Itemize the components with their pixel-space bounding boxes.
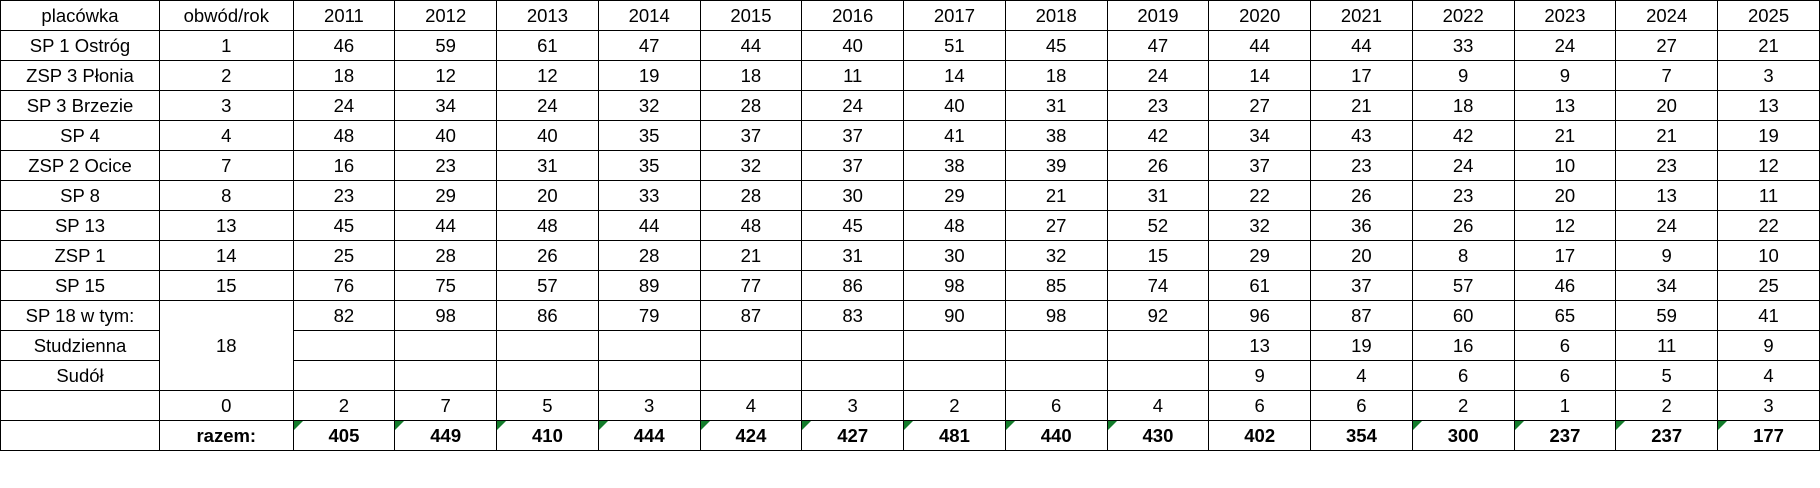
total-cell: [1005, 421, 1107, 451]
cell: 37: [802, 151, 904, 181]
cell: 19: [1311, 331, 1413, 361]
cell: 35: [598, 151, 700, 181]
cell: 41: [1718, 301, 1820, 331]
cell: 61: [497, 31, 599, 61]
cell: 74: [1107, 271, 1209, 301]
cell: 20: [1311, 241, 1413, 271]
cell: 23: [1311, 151, 1413, 181]
total-value: 410: [532, 425, 563, 446]
cell: 6: [1005, 391, 1107, 421]
cell: 23: [1412, 181, 1514, 211]
cell: [598, 331, 700, 361]
cell: 3: [598, 391, 700, 421]
cell: 44: [1311, 31, 1413, 61]
cell: [1107, 361, 1209, 391]
cell: 17: [1311, 61, 1413, 91]
cell: 61: [1209, 271, 1311, 301]
cell: 3: [802, 391, 904, 421]
row-label: ZSP 3 Płonia: [1, 61, 160, 91]
cell: 38: [904, 151, 1006, 181]
row-label: SP 8: [1, 181, 160, 211]
table-row: [1, 121, 1820, 151]
cell: 2: [293, 391, 395, 421]
total-cell: [802, 421, 904, 451]
total-cell: [904, 421, 1006, 451]
cell: 26: [1311, 181, 1413, 211]
cell: 31: [497, 151, 599, 181]
cell: [700, 361, 802, 391]
cell: 9: [1514, 61, 1616, 91]
cell: 21: [1514, 121, 1616, 151]
cell: 59: [1616, 301, 1718, 331]
cell: 40: [802, 31, 904, 61]
cell: 10: [1514, 151, 1616, 181]
cell: 34: [1209, 121, 1311, 151]
cell: 20: [1616, 91, 1718, 121]
cell: 27: [1005, 211, 1107, 241]
cell: 24: [1616, 211, 1718, 241]
cell: 24: [1107, 61, 1209, 91]
table-row: [1, 211, 1820, 241]
cell: 26: [1412, 211, 1514, 241]
table-row: [1, 271, 1820, 301]
row-circuit: 7: [160, 151, 294, 181]
cell: 31: [802, 241, 904, 271]
cell: 45: [293, 211, 395, 241]
cell: 6: [1209, 391, 1311, 421]
cell: 13: [1718, 91, 1820, 121]
cell: 6: [1514, 331, 1616, 361]
header-year-2025: 2025: [1718, 1, 1820, 31]
total-value: 354: [1346, 425, 1377, 446]
cell: 40: [497, 121, 599, 151]
cell: 18: [1005, 61, 1107, 91]
cell: 32: [598, 91, 700, 121]
cell: 7: [395, 391, 497, 421]
header-year-2020: 2020: [1209, 1, 1311, 31]
table-row: [1, 391, 1820, 421]
total-cell: [497, 421, 599, 451]
cell: 82: [293, 301, 395, 331]
cell: 34: [1616, 271, 1718, 301]
total-value: 237: [1651, 425, 1683, 446]
cell: 6: [1514, 361, 1616, 391]
row-circuit: 13: [160, 211, 294, 241]
cell: 41: [904, 121, 1006, 151]
cell: 44: [1209, 31, 1311, 61]
cell: 24: [802, 91, 904, 121]
header-year-2012: 2012: [395, 1, 497, 31]
cell: 31: [1005, 91, 1107, 121]
cell: 98: [904, 271, 1006, 301]
header-year-2021: 2021: [1311, 1, 1413, 31]
row-circuit: 15: [160, 271, 294, 301]
cell: 48: [700, 211, 802, 241]
cell: 9: [1616, 241, 1718, 271]
cell: 12: [395, 61, 497, 91]
header-year-2015: 2015: [700, 1, 802, 31]
cell: 25: [1718, 271, 1820, 301]
cell: 24: [1412, 151, 1514, 181]
cell: [293, 331, 395, 361]
cell: 47: [1107, 31, 1209, 61]
cell: 11: [1718, 181, 1820, 211]
cell: 4: [700, 391, 802, 421]
cell: 44: [598, 211, 700, 241]
cell: 12: [497, 61, 599, 91]
cell: 2: [904, 391, 1006, 421]
comment-flag-icon: [1006, 421, 1015, 430]
cell: 57: [1412, 271, 1514, 301]
cell: [497, 331, 599, 361]
cell: 89: [598, 271, 700, 301]
cell: 83: [802, 301, 904, 331]
cell: 2: [1412, 391, 1514, 421]
cell: [1107, 331, 1209, 361]
header-year-2017: 2017: [904, 1, 1006, 31]
cell: 86: [802, 271, 904, 301]
cell: 31: [1107, 181, 1209, 211]
cell: 28: [395, 241, 497, 271]
cell: 23: [293, 181, 395, 211]
table-row: [1, 61, 1820, 91]
total-value: 405: [328, 425, 360, 446]
cell: 29: [904, 181, 1006, 211]
cell: 38: [1005, 121, 1107, 151]
comment-flag-icon: [497, 421, 506, 430]
cell: 6: [1412, 361, 1514, 391]
total-cell: [1412, 421, 1514, 451]
header-year-2018: 2018: [1005, 1, 1107, 31]
cell: 40: [395, 121, 497, 151]
cell: [395, 331, 497, 361]
cell: 27: [1209, 91, 1311, 121]
cell: 92: [1107, 301, 1209, 331]
cell: 11: [802, 61, 904, 91]
cell: 79: [598, 301, 700, 331]
comment-flag-icon: [294, 421, 303, 430]
cell: 4: [1718, 361, 1820, 391]
row-circuit: 4: [160, 121, 294, 151]
cell: 8: [1412, 241, 1514, 271]
cell: 20: [1514, 181, 1616, 211]
header-year-2024: 2024: [1616, 1, 1718, 31]
cell: 42: [1107, 121, 1209, 151]
header-year-2019: 2019: [1107, 1, 1209, 31]
cell: 35: [598, 121, 700, 151]
cell: 57: [497, 271, 599, 301]
cell: 76: [293, 271, 395, 301]
cell: 13: [1616, 181, 1718, 211]
cell: 51: [904, 31, 1006, 61]
cell: 90: [904, 301, 1006, 331]
row-label: SP 1 Ostróg: [1, 31, 160, 61]
cell: 32: [1209, 211, 1311, 241]
total-value: 430: [1142, 425, 1174, 446]
total-value: 440: [1040, 425, 1072, 446]
cell: 48: [497, 211, 599, 241]
table-header-row: [1, 1, 1820, 31]
total-cell: [1514, 421, 1616, 451]
cell: 7: [1616, 61, 1718, 91]
header-year-2023: 2023: [1514, 1, 1616, 31]
cell: 21: [1005, 181, 1107, 211]
cell: 22: [1718, 211, 1820, 241]
cell: 42: [1412, 121, 1514, 151]
cell: 12: [1514, 211, 1616, 241]
cell: 46: [1514, 271, 1616, 301]
row-label: SP 18 w tym:: [1, 301, 160, 331]
comment-flag-icon: [802, 421, 811, 430]
total-cell: [1209, 421, 1311, 451]
table-row: [1, 241, 1820, 271]
cell: 44: [700, 31, 802, 61]
total-value: 177: [1753, 425, 1784, 446]
total-cell: [1718, 421, 1820, 451]
cell: 1: [1514, 391, 1616, 421]
row-label: Sudół: [1, 361, 160, 391]
table-body: [1, 31, 1820, 451]
cell: 37: [1311, 271, 1413, 301]
cell: 5: [497, 391, 599, 421]
cell: 28: [700, 181, 802, 211]
cell: 9: [1412, 61, 1514, 91]
cell: 16: [293, 151, 395, 181]
table-row: [1, 91, 1820, 121]
comment-flag-icon: [1515, 421, 1524, 430]
cell: 21: [1718, 31, 1820, 61]
cell: 23: [1107, 91, 1209, 121]
row-label: Studzienna: [1, 331, 160, 361]
total-value: 481: [939, 425, 970, 446]
row-circuit: 1: [160, 31, 294, 61]
cell: 26: [1107, 151, 1209, 181]
header-year-2011: 2011: [293, 1, 395, 31]
comment-flag-icon: [599, 421, 608, 430]
comment-flag-icon: [1108, 421, 1117, 430]
row-label: ZSP 2 Ocice: [1, 151, 160, 181]
cell: 19: [598, 61, 700, 91]
comment-flag-icon: [1413, 421, 1422, 430]
cell: 36: [1311, 211, 1413, 241]
comment-flag-icon: [701, 421, 710, 430]
comment-flag-icon: [395, 421, 404, 430]
cell: 48: [293, 121, 395, 151]
cell: 6: [1311, 391, 1413, 421]
cell: 45: [802, 211, 904, 241]
cell: [1005, 361, 1107, 391]
cell: 29: [1209, 241, 1311, 271]
cell: 21: [1311, 91, 1413, 121]
cell: 4: [1107, 391, 1209, 421]
cell: 24: [293, 91, 395, 121]
header-obwod-rok: obwód/rok: [160, 1, 294, 31]
cell: 18: [700, 61, 802, 91]
cell: 21: [700, 241, 802, 271]
cell: [598, 361, 700, 391]
cell: 5: [1616, 361, 1718, 391]
total-value: 424: [735, 425, 767, 446]
cell: 27: [1616, 31, 1718, 61]
cell: [802, 331, 904, 361]
row-label: [1, 391, 160, 421]
cell: 65: [1514, 301, 1616, 331]
cell: 24: [497, 91, 599, 121]
cell: 3: [1718, 61, 1820, 91]
cell: 46: [293, 31, 395, 61]
cell: 40: [904, 91, 1006, 121]
row-circuit: 14: [160, 241, 294, 271]
total-value: 237: [1549, 425, 1581, 446]
cell: 14: [904, 61, 1006, 91]
cell: 98: [1005, 301, 1107, 331]
cell: 37: [802, 121, 904, 151]
cell: 52: [1107, 211, 1209, 241]
total-cell: [700, 421, 802, 451]
cell: 37: [700, 121, 802, 151]
cell: 28: [700, 91, 802, 121]
cell: 44: [395, 211, 497, 241]
cell: 96: [1209, 301, 1311, 331]
comment-flag-icon: [1718, 421, 1727, 430]
cell: 20: [497, 181, 599, 211]
total-cell: [1311, 421, 1413, 451]
comment-flag-icon: [1616, 421, 1625, 430]
total-value: 300: [1447, 425, 1479, 446]
header-year-2016: 2016: [802, 1, 904, 31]
cell: 43: [1311, 121, 1413, 151]
cell: 24: [1514, 31, 1616, 61]
cell: 3: [1718, 391, 1820, 421]
total-cell: [598, 421, 700, 451]
header-year-2022: 2022: [1412, 1, 1514, 31]
cell: 23: [1616, 151, 1718, 181]
cell: 30: [904, 241, 1006, 271]
row-circuit: 0: [160, 391, 294, 421]
cell: 21: [1616, 121, 1718, 151]
total-row-label: [1, 421, 160, 451]
cell: 13: [1514, 91, 1616, 121]
cell: 17: [1514, 241, 1616, 271]
row-label: ZSP 1: [1, 241, 160, 271]
cell: 45: [1005, 31, 1107, 61]
cell: 9: [1209, 361, 1311, 391]
cell: 28: [598, 241, 700, 271]
cell: 34: [395, 91, 497, 121]
table-row: [1, 151, 1820, 181]
cell: 14: [1209, 61, 1311, 91]
row-label: SP 4: [1, 121, 160, 151]
row-circuit: 3: [160, 91, 294, 121]
total-value: 427: [837, 425, 869, 446]
cell: 32: [1005, 241, 1107, 271]
cell: [293, 361, 395, 391]
total-value: 402: [1244, 425, 1276, 446]
cell: 26: [497, 241, 599, 271]
cell: 16: [1412, 331, 1514, 361]
cell: 87: [700, 301, 802, 331]
total-row: [1, 421, 1820, 451]
cell: 18: [293, 61, 395, 91]
table-row: [1, 31, 1820, 61]
row-circuit-merged: 18: [160, 301, 294, 391]
cell: 75: [395, 271, 497, 301]
cell: 59: [395, 31, 497, 61]
cell: [1005, 331, 1107, 361]
cell: [904, 361, 1006, 391]
row-circuit: 8: [160, 181, 294, 211]
cell: 47: [598, 31, 700, 61]
cell: 37: [1209, 151, 1311, 181]
cell: 23: [395, 151, 497, 181]
total-value: 444: [633, 425, 665, 446]
cell: 98: [395, 301, 497, 331]
total-cell: [293, 421, 395, 451]
cell: 9: [1718, 331, 1820, 361]
cell: 60: [1412, 301, 1514, 331]
table-row: [1, 181, 1820, 211]
cell: 48: [904, 211, 1006, 241]
total-cell: [1107, 421, 1209, 451]
cell: [802, 361, 904, 391]
cell: 77: [700, 271, 802, 301]
total-value: 449: [430, 425, 462, 446]
cell: 15: [1107, 241, 1209, 271]
cell: 29: [395, 181, 497, 211]
cell: 85: [1005, 271, 1107, 301]
comment-flag-icon: [904, 421, 913, 430]
cell: 22: [1209, 181, 1311, 211]
header-year-2014: 2014: [598, 1, 700, 31]
row-circuit: 2: [160, 61, 294, 91]
total-label-razem: razem:: [160, 421, 294, 451]
row-label: SP 15: [1, 271, 160, 301]
cell: 10: [1718, 241, 1820, 271]
cell: 33: [598, 181, 700, 211]
cell: [904, 331, 1006, 361]
table-row: [1, 301, 1820, 331]
total-cell: [395, 421, 497, 451]
cell: 11: [1616, 331, 1718, 361]
row-label: SP 13: [1, 211, 160, 241]
cell: 33: [1412, 31, 1514, 61]
total-cell: [1616, 421, 1718, 451]
cell: 30: [802, 181, 904, 211]
cell: 2: [1616, 391, 1718, 421]
cell: 19: [1718, 121, 1820, 151]
cell: 13: [1209, 331, 1311, 361]
header-placowka: placówka: [1, 1, 160, 31]
cell: 87: [1311, 301, 1413, 331]
cell: 25: [293, 241, 395, 271]
cell: 32: [700, 151, 802, 181]
row-label: SP 3 Brzezie: [1, 91, 160, 121]
cell: 18: [1412, 91, 1514, 121]
cell: 39: [1005, 151, 1107, 181]
cell: 86: [497, 301, 599, 331]
cell: [497, 361, 599, 391]
cell: 4: [1311, 361, 1413, 391]
cell: 12: [1718, 151, 1820, 181]
header-year-2013: 2013: [497, 1, 599, 31]
cell: [700, 331, 802, 361]
cell: [395, 361, 497, 391]
